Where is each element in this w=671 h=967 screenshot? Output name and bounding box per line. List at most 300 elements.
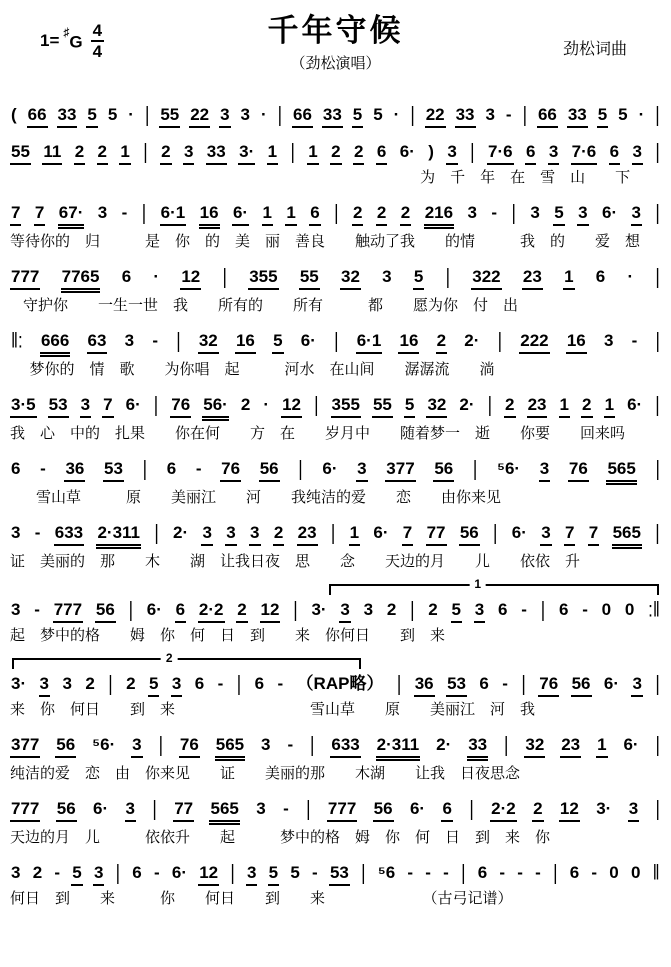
note-token: 565: [209, 798, 239, 825]
barline: |: [487, 392, 492, 417]
note-token: ·: [638, 105, 645, 124]
note-token: 55: [159, 104, 180, 128]
note-token: 3: [125, 798, 136, 822]
note-token: 6·: [125, 395, 141, 414]
barline: |: [522, 102, 527, 127]
note-token: 2: [240, 395, 251, 414]
note-token: -: [443, 863, 449, 882]
note-token: 3: [632, 141, 643, 165]
barline: |: [655, 200, 660, 225]
note-token: 2: [273, 522, 284, 546]
lyrics-line: 我 心 中的 扎果 你在何 方 在 岁月中 随着梦一 逝 你要 回来吗: [10, 426, 626, 442]
note-token: 7·6: [487, 141, 514, 165]
note-token: 33: [467, 734, 488, 761]
barline: |: [108, 671, 113, 696]
note-token: 6: [11, 459, 21, 478]
lyrics-line: 纯洁的爱 恋 由 你来见 证 美丽的那 木湖 让我 日夜思念: [10, 766, 521, 782]
barline: |: [470, 139, 475, 164]
note-token: 2: [97, 141, 108, 165]
note-token: 3: [246, 862, 257, 886]
barline: |: [334, 200, 339, 225]
note-token: 3: [93, 862, 104, 886]
note-token: 666: [40, 330, 70, 357]
barline: |: [504, 732, 509, 757]
notes-line: [10, 328, 661, 357]
lyrics-line: 为 千 年 在 雪 山 下: [420, 170, 631, 186]
note-token: 5: [272, 330, 283, 354]
note-token: 33: [567, 104, 588, 128]
page-title: 千年守候: [267, 13, 404, 48]
note-token: 2: [85, 674, 95, 693]
barline: |: [154, 520, 159, 545]
barline: |: [493, 520, 498, 545]
note-token: 7: [588, 522, 599, 546]
note-token: 2: [386, 600, 397, 619]
barline: |: [310, 732, 315, 757]
note-token: -: [277, 674, 284, 693]
note-token: ·: [153, 267, 160, 286]
note-token: 5: [290, 863, 300, 882]
note-token: 76: [170, 394, 191, 418]
note-token: -: [535, 863, 541, 882]
note-token: 1: [349, 522, 360, 546]
note-token: 6: [441, 798, 452, 822]
note-token: 1: [596, 734, 607, 758]
note-token: 76: [179, 734, 200, 758]
note-token: 3·: [238, 141, 255, 165]
note-token: 1: [119, 141, 130, 165]
notes-line: [10, 200, 661, 229]
note-token: 6: [309, 202, 320, 226]
note-token: 5: [553, 202, 564, 226]
tonic-label: 1=: [40, 31, 60, 50]
barline: |: [655, 732, 660, 757]
note-token: -: [195, 459, 202, 478]
note-token: 32: [524, 734, 545, 758]
note-token: 2: [428, 600, 438, 619]
barline: |: [330, 520, 336, 545]
note-token: 56: [56, 798, 77, 822]
score-system: [10, 732, 661, 785]
note-token: 2: [236, 599, 247, 623]
note-token: 2: [376, 202, 387, 226]
barline: |: [655, 264, 660, 289]
barline: |: [141, 200, 147, 225]
note-token: -: [40, 459, 46, 478]
note-token: 33: [206, 141, 227, 165]
note-token: 3: [474, 599, 485, 623]
note-token: 7765: [61, 266, 101, 293]
note-token: 6: [477, 863, 488, 882]
barline: |: [521, 671, 526, 696]
barline: |: [142, 456, 148, 481]
note-token: 76: [568, 458, 589, 482]
notes-line: [10, 102, 661, 128]
barline: |: [306, 796, 311, 821]
note-token: -: [425, 863, 431, 882]
barline: |: [314, 392, 319, 417]
key-signature: [40, 22, 104, 60]
note-token: 16: [235, 330, 256, 354]
note-token: 36: [64, 458, 85, 482]
note-token: -: [54, 863, 61, 882]
note-token: 216: [424, 202, 454, 229]
note-token: 67·: [58, 202, 85, 229]
note-token: 3: [183, 141, 194, 165]
note-token: 633: [330, 734, 360, 758]
note-token: 55: [10, 141, 31, 165]
volta-bracket: [329, 577, 659, 595]
note-token: 16: [199, 202, 220, 229]
note-token: -: [121, 203, 128, 222]
barline: ‖: [652, 860, 660, 885]
note-token: 3: [603, 331, 614, 350]
lyrics-line: 起 梦中的格 姆 你 何 日 到 来 你何日 到 来: [10, 628, 446, 644]
note-token: 36: [414, 673, 435, 697]
note-token: -: [152, 331, 158, 350]
lyrics-line: 来 你 何日 到 来 雪山草 原 美丽江 河 我: [10, 702, 536, 718]
barline: |: [655, 671, 660, 696]
score-system: [10, 139, 661, 189]
note-token: 6·: [601, 203, 618, 222]
volta-bracket: [12, 651, 361, 669]
note-token: 6: [166, 459, 177, 478]
note-token: 56: [55, 734, 76, 758]
key-letter: G: [69, 32, 83, 52]
note-token: 3: [97, 203, 108, 222]
lyrics-line: 何日 到 来 你 何日 到 来 （古弓记谱）: [10, 891, 513, 907]
note-token: 76: [538, 673, 559, 697]
lyrics-line: 梦你的 情 歌 为你唱 起 河水 在山间 潺潺流 淌: [29, 362, 495, 378]
score-system: [10, 651, 661, 721]
note-token: -: [491, 203, 498, 222]
note-token: 12: [180, 266, 201, 290]
note-token: -: [283, 799, 289, 818]
note-token: 3: [11, 863, 21, 882]
note-token: 5: [148, 673, 159, 697]
note-token: 5: [413, 266, 424, 290]
note-token: 5: [451, 599, 462, 623]
note-token: 33: [322, 104, 343, 128]
barline: |: [176, 328, 181, 353]
note-token: 53: [48, 394, 69, 418]
barline: |: [540, 597, 546, 622]
notes-line: [10, 597, 661, 623]
note-token: ·: [128, 105, 134, 124]
note-token: 6·: [627, 395, 643, 414]
composer-credit: 劲松词曲: [562, 41, 627, 58]
note-token: 3: [39, 673, 50, 697]
note-token: 6·: [322, 459, 338, 478]
note-token: 6: [595, 267, 606, 286]
note-token: 11: [42, 141, 62, 165]
note-token: 5: [404, 394, 415, 418]
note-token: 0: [624, 600, 635, 619]
barline: ‖:: [11, 328, 23, 353]
note-token: 2: [160, 141, 171, 165]
note-token: 53: [103, 458, 124, 482]
barline: |: [143, 139, 148, 164]
note-token: 5: [352, 104, 363, 128]
note-token: 3: [249, 522, 260, 546]
note-token: 6: [558, 600, 569, 619]
note-token: ): [428, 142, 434, 161]
note-token: -: [34, 523, 41, 542]
note-token: 1: [604, 394, 615, 418]
score-system: [10, 200, 661, 253]
barline: |: [152, 796, 157, 821]
note-token: 2·311: [96, 522, 141, 549]
note-token: 6: [121, 267, 132, 286]
note-token: 7: [564, 522, 575, 546]
note-token: 3·: [311, 600, 327, 619]
note-token: 6: [498, 600, 508, 619]
note-token: 1: [267, 141, 278, 165]
barline: |: [230, 860, 235, 885]
note-token: 3: [201, 522, 212, 546]
note-token: 3: [577, 202, 588, 226]
note-token: 6: [132, 863, 142, 882]
note-token: -: [287, 735, 294, 754]
note-token: 2: [436, 330, 447, 354]
notes-line: [10, 139, 661, 165]
note-token: 22: [189, 104, 210, 128]
note-token: 3: [548, 141, 559, 165]
note-token: 1: [262, 202, 273, 226]
barline: |: [655, 139, 660, 164]
note-token: 1: [563, 266, 574, 290]
note-token: -: [505, 105, 512, 124]
note-token: 3: [628, 798, 639, 822]
note-token: (: [11, 105, 17, 124]
notes-line: [10, 456, 661, 485]
note-token: 23: [560, 734, 581, 758]
note-token: 3: [382, 267, 392, 286]
barline: |: [115, 860, 121, 885]
note-token: 23: [527, 394, 548, 418]
note-token: 633: [54, 522, 84, 546]
note-token: 2·2: [490, 798, 517, 822]
note-token: 1: [285, 202, 296, 226]
note-token: 3: [485, 105, 495, 124]
note-token: 3: [171, 673, 182, 697]
note-token: ⁵6·: [496, 459, 521, 478]
barline: |: [655, 456, 660, 481]
score-system: [10, 102, 661, 128]
note-token: ·: [260, 105, 267, 124]
note-token: 2·: [436, 735, 452, 754]
note-token: 6: [525, 141, 536, 165]
note-token: 6: [194, 674, 205, 693]
note-token: 3·: [11, 674, 27, 693]
note-token: 16: [566, 330, 587, 354]
note-token: 3: [261, 735, 271, 754]
note-token: 3: [363, 600, 374, 619]
notes-line: [10, 732, 661, 761]
barline: |: [153, 392, 159, 417]
note-token: 22: [425, 104, 446, 128]
note-token: 55: [299, 266, 320, 290]
note-token: 2: [504, 394, 515, 418]
note-token: -: [153, 863, 160, 882]
note-token: ⁵6·: [92, 735, 116, 754]
note-token: 33: [57, 104, 78, 128]
note-token: 3: [11, 600, 21, 619]
note-token: 32: [426, 394, 447, 418]
note-token: 3: [356, 458, 367, 482]
barline: |: [655, 520, 660, 545]
note-token: 777: [53, 599, 83, 623]
note-token: 23: [522, 266, 543, 290]
barline: |: [655, 796, 660, 821]
note-token: 2·: [464, 331, 480, 350]
score-system: [10, 264, 661, 317]
note-token: 5: [618, 105, 628, 124]
score-system: [10, 520, 661, 573]
note-token: 6·1: [160, 202, 187, 226]
note-token: 16: [398, 330, 419, 354]
note-token: 3: [631, 202, 642, 226]
note-token: 53: [446, 673, 467, 697]
note-token: 3: [80, 394, 91, 418]
note-token: -: [591, 863, 598, 882]
note-token: 6·: [232, 202, 249, 226]
note-token: 63: [87, 330, 108, 354]
notes-line: [10, 796, 661, 825]
note-token: 565: [606, 458, 636, 485]
note-token: 2·: [459, 395, 475, 414]
note-token: 66: [537, 104, 558, 128]
lyrics-line: 天边的月 儿 依依升 起 梦中的格 姆 你 何 日 到 来 你: [10, 830, 551, 846]
note-token: -: [521, 600, 527, 619]
note-token: 2·311: [376, 734, 421, 761]
barline: |: [361, 860, 366, 885]
note-token: ·: [627, 267, 634, 286]
note-token: 6: [609, 141, 620, 165]
note-token: 6·1: [356, 330, 383, 354]
note-token: 2: [353, 141, 364, 165]
note-token: 7: [402, 522, 413, 546]
note-token: 6: [376, 141, 387, 165]
note-token: 56: [95, 599, 116, 623]
note-token: 12: [260, 599, 281, 623]
note-token: 6: [479, 674, 489, 693]
note-token: 3: [467, 203, 477, 222]
barline: |: [144, 102, 150, 127]
note-token: -: [631, 331, 638, 350]
note-token: 12: [198, 862, 219, 886]
score: [10, 102, 661, 910]
note-token: 56: [259, 458, 280, 482]
note-token: 5: [71, 862, 82, 886]
volta-number: 2: [161, 651, 178, 667]
note-token: 377: [385, 458, 415, 482]
barline: :‖: [648, 597, 660, 622]
note-token: ⁵6: [377, 863, 396, 882]
note-token: 3: [131, 734, 142, 758]
note-token: 777: [10, 266, 40, 290]
note-token: 66: [292, 104, 313, 128]
barline: |: [410, 597, 415, 622]
barline: |: [497, 328, 503, 353]
barline: |: [158, 732, 163, 757]
note-token: 3: [539, 458, 550, 482]
note-token: 2: [581, 394, 592, 418]
note-token: 2: [32, 863, 43, 882]
note-token: 2·2: [198, 599, 225, 623]
note-token: 2: [126, 674, 136, 693]
note-token: 76: [220, 458, 241, 482]
note-token: -: [34, 600, 40, 619]
barline: |: [511, 200, 516, 225]
barline: |: [222, 264, 227, 289]
notes-line: [10, 860, 661, 886]
note-token: 6·: [511, 523, 527, 542]
notes-line: [10, 264, 661, 293]
note-token: 5: [86, 104, 97, 128]
barline: |: [553, 860, 558, 885]
barline: |: [410, 102, 415, 127]
note-token: 3: [124, 331, 135, 350]
score-system: [10, 577, 661, 647]
note-token: 6·: [300, 331, 316, 350]
score-system: [10, 392, 661, 445]
note-token: 355: [331, 394, 361, 418]
note-token: 5: [107, 105, 118, 124]
note-token: 6·: [93, 799, 109, 818]
barline: |: [445, 264, 451, 289]
barline: |: [293, 597, 298, 622]
barline: |: [655, 328, 660, 353]
note-token: 56: [571, 673, 592, 697]
barline: |: [655, 102, 660, 127]
note-token: 7·6: [571, 141, 598, 165]
note-token: 7: [10, 202, 21, 226]
notes-line: [10, 520, 661, 549]
note-token: 0: [630, 863, 641, 882]
barline: |: [396, 671, 402, 696]
note-token: 6·: [603, 674, 620, 693]
note-token: 3: [240, 105, 251, 124]
note-token: 3: [256, 799, 266, 818]
sharp-accidental: ♯: [63, 24, 70, 39]
note-token: 3: [446, 141, 457, 165]
note-token: 0: [601, 600, 612, 619]
time-signature-top: 4: [92, 21, 103, 40]
score-header: [10, 14, 661, 96]
note-token: 3: [11, 523, 21, 542]
note-token: 56: [373, 798, 394, 822]
note-token: 77: [426, 522, 447, 546]
barline: |: [298, 456, 303, 481]
lyrics-line: 守护你 一生一世 我 所有的 所有 都 愿为你 付 出: [23, 298, 519, 314]
note-token: -: [407, 863, 414, 882]
note-token: 12: [559, 798, 580, 822]
note-token: 777: [327, 798, 357, 822]
note-token: 2: [330, 141, 341, 165]
note-token: 2: [532, 798, 543, 822]
note-token: 6: [175, 599, 186, 623]
note-token: （RAP略）: [296, 674, 384, 693]
barline: |: [655, 392, 660, 417]
note-token: 56·: [202, 394, 229, 421]
lyrics-line: 等待你的 归 是 你 的 美 丽 善良 触动了我 的情 我 的 爱 想: [10, 234, 641, 250]
note-token: 77: [173, 798, 194, 822]
lyrics-line: 证 美丽的 那 木 湖 让我日夜 思 念 天边的月 儿 依依 升: [10, 554, 581, 570]
note-token: 3·5: [10, 394, 37, 418]
barline: |: [472, 456, 478, 481]
note-token: 1: [559, 394, 570, 418]
